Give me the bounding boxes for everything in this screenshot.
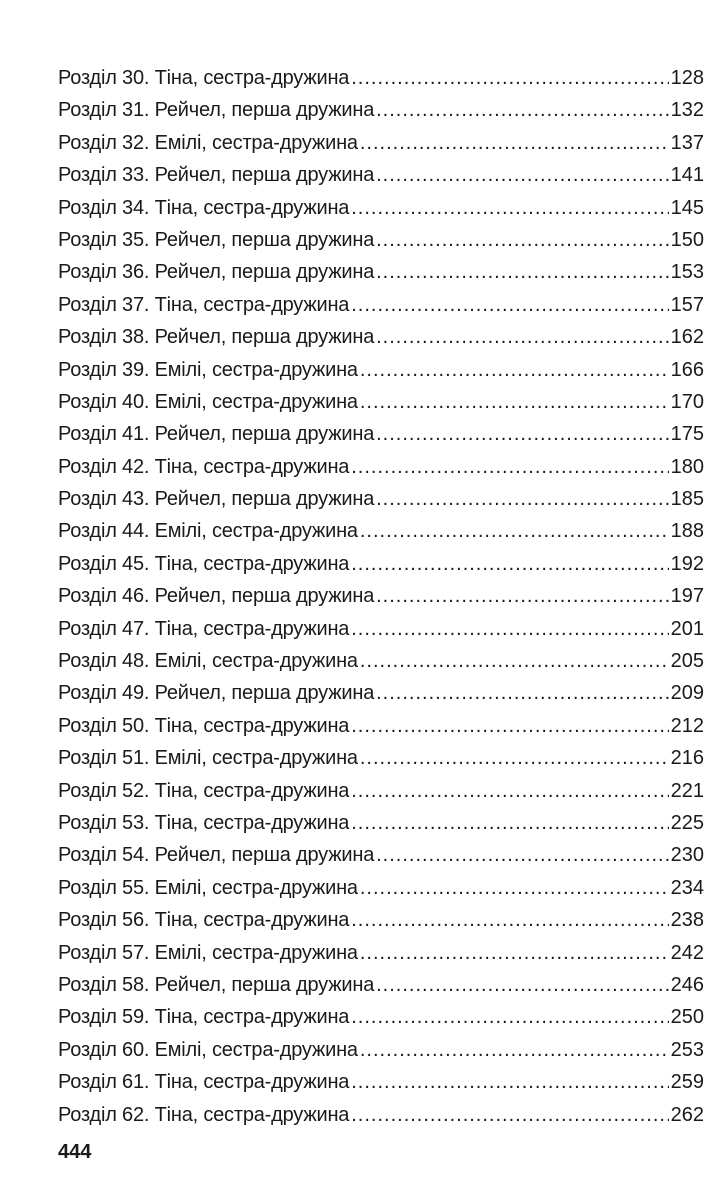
toc-dot-leader (376, 256, 669, 288)
toc-entry-title: Розділ 38. Рейчел, перша дружина (58, 326, 375, 349)
toc-dot-leader (360, 872, 669, 904)
toc-dot-leader (360, 937, 669, 969)
toc-dot-leader (360, 386, 669, 418)
toc-entry-title: Розділ 35. Рейчел, перша дружина (58, 228, 375, 251)
toc-entry-page: 197 (670, 585, 704, 608)
toc-dot-leader (351, 192, 668, 224)
toc-entry (58, 159, 704, 191)
toc-dot-leader (351, 548, 668, 580)
toc-entry-page: 259 (670, 1071, 704, 1094)
toc-entry-page: 145 (670, 196, 704, 219)
toc-entry-title: Розділ 46. Рейчел, перша дружина (58, 585, 375, 608)
toc-entry (58, 354, 704, 386)
toc-entry-page: 153 (670, 261, 704, 284)
toc-entry (58, 613, 704, 645)
toc-dot-leader (351, 775, 668, 807)
toc-entry-page: 246 (670, 973, 704, 996)
toc-entry (58, 127, 704, 159)
toc-dot-leader (376, 839, 669, 871)
toc-entry-page: 250 (670, 1006, 704, 1029)
toc-entry-page: 137 (670, 131, 704, 154)
toc-dot-leader (351, 904, 668, 936)
toc-entry-page: 170 (670, 390, 704, 413)
toc-entry (58, 418, 704, 450)
toc-entry-title: Розділ 58. Рейчел, перша дружина (58, 973, 375, 996)
toc-entry-page: 192 (670, 552, 704, 575)
toc-entry-title: Розділ 55. Емілі, сестра-дружина (58, 876, 358, 899)
toc-entry-title: Розділ 54. Рейчел, перша дружина (58, 844, 375, 867)
toc-dot-leader (376, 321, 669, 353)
toc-entry-page: 205 (670, 650, 704, 673)
toc-entry-title: Розділ 50. Тіна, сестра-дружина (58, 714, 350, 737)
toc-dot-leader (351, 1066, 668, 1098)
toc-entry-title: Розділ 61. Тіна, сестра-дружина (58, 1071, 350, 1094)
toc-dot-leader (376, 969, 669, 1001)
toc-entry-page: 221 (670, 779, 704, 802)
toc-dot-leader (360, 515, 669, 547)
toc-entry (58, 742, 704, 774)
toc-dot-leader (376, 94, 669, 126)
toc-entry (58, 1034, 704, 1066)
toc-entry (58, 94, 704, 126)
toc-entry-title: Розділ 53. Тіна, сестра-дружина (58, 811, 350, 834)
toc-entry-title: Розділ 33. Рейчел, перша дружина (58, 164, 375, 187)
toc-entry-page: 225 (670, 811, 704, 834)
toc-dot-leader (376, 580, 669, 612)
toc-entry (58, 1001, 704, 1033)
toc-entry-page: 175 (670, 423, 704, 446)
toc-entry-title: Розділ 51. Емілі, сестра-дружина (58, 747, 358, 770)
toc-entry-page: 253 (670, 1038, 704, 1061)
toc-entry-title: Розділ 60. Емілі, сестра-дружина (58, 1038, 358, 1061)
toc-dot-leader (351, 807, 668, 839)
toc-entry (58, 872, 704, 904)
toc-entry-page: 262 (670, 1103, 704, 1126)
toc-entry-title: Розділ 42. Тіна, сестра-дружина (58, 455, 350, 478)
toc-entry-title: Розділ 56. Тіна, сестра-дружина (58, 909, 350, 932)
toc-entry-page: 188 (670, 520, 704, 543)
toc-entry-title: Розділ 62. Тіна, сестра-дружина (58, 1103, 350, 1126)
toc-entry-page: 141 (670, 164, 704, 187)
toc-entry (58, 483, 704, 515)
toc-entry-page: 242 (670, 941, 704, 964)
toc-entry (58, 839, 704, 871)
toc-entry-title: Розділ 37. Тіна, сестра-дружина (58, 293, 350, 316)
toc-entry-page: 132 (670, 99, 704, 122)
toc-entry (58, 548, 704, 580)
toc-entry (58, 580, 704, 612)
toc-dot-leader (351, 289, 668, 321)
toc-entry (58, 386, 704, 418)
toc-entry-page: 150 (670, 228, 704, 251)
toc-dot-leader (376, 483, 669, 515)
toc-entry-title: Розділ 49. Рейчел, перша дружина (58, 682, 375, 705)
toc-entry-title: Розділ 47. Тіна, сестра-дружина (58, 617, 350, 640)
toc-entry-page: 234 (670, 876, 704, 899)
toc-dot-leader (376, 159, 669, 191)
toc-entry-page: 162 (670, 326, 704, 349)
toc-entry-page: 157 (670, 293, 704, 316)
toc-dot-leader (351, 1001, 668, 1033)
toc-entry-page: 238 (670, 909, 704, 932)
toc-entry-title: Розділ 41. Рейчел, перша дружина (58, 423, 375, 446)
toc-entry-title: Розділ 36. Рейчел, перша дружина (58, 261, 375, 284)
toc-dot-leader (360, 127, 669, 159)
toc-dot-leader (351, 62, 668, 94)
toc-entry (58, 1099, 704, 1131)
toc-entry-page: 180 (670, 455, 704, 478)
toc-entry (58, 62, 704, 94)
table-of-contents (58, 62, 704, 1131)
toc-entry (58, 937, 704, 969)
toc-entry-page: 212 (670, 714, 704, 737)
toc-dot-leader (360, 742, 669, 774)
toc-entry-page: 230 (670, 844, 704, 867)
toc-dot-leader (351, 451, 668, 483)
toc-entry (58, 969, 704, 1001)
toc-entry-page: 209 (670, 682, 704, 705)
toc-entry-title: Розділ 31. Рейчел, перша дружина (58, 99, 375, 122)
toc-entry (58, 710, 704, 742)
toc-entry-title: Розділ 32. Емілі, сестра-дружина (58, 131, 358, 154)
toc-dot-leader (376, 224, 669, 256)
toc-entry-title: Розділ 34. Тіна, сестра-дружина (58, 196, 350, 219)
toc-entry-title: Розділ 57. Емілі, сестра-дружина (58, 941, 358, 964)
toc-dot-leader (351, 1099, 668, 1131)
toc-entry-page: 128 (670, 67, 704, 89)
toc-entry-title: Розділ 30. Тіна, сестра-дружина (58, 67, 350, 89)
toc-entry (58, 807, 704, 839)
toc-entry (58, 1066, 704, 1098)
toc-entry-title: Розділ 43. Рейчел, перша дружина (58, 488, 375, 511)
toc-entry (58, 256, 704, 288)
toc-dot-leader (360, 645, 669, 677)
toc-entry (58, 289, 704, 321)
toc-entry-title: Розділ 45. Тіна, сестра-дружина (58, 552, 350, 575)
toc-entry-page: 216 (670, 747, 704, 770)
page-number: 444 (58, 1141, 92, 1163)
toc-entry (58, 451, 704, 483)
toc-dot-leader (360, 354, 669, 386)
toc-dot-leader (351, 710, 668, 742)
toc-dot-leader (351, 613, 668, 645)
toc-entry (58, 192, 704, 224)
toc-entry-page: 201 (670, 617, 704, 640)
toc-entry (58, 321, 704, 353)
toc-entry-page: 166 (670, 358, 704, 381)
toc-entry (58, 775, 704, 807)
toc-entry (58, 904, 704, 936)
toc-entry-page: 185 (670, 488, 704, 511)
toc-entry-title: Розділ 52. Тіна, сестра-дружина (58, 779, 350, 802)
toc-entry (58, 515, 704, 547)
toc-entry-title: Розділ 48. Емілі, сестра-дружина (58, 650, 358, 673)
toc-entry (58, 677, 704, 709)
toc-dot-leader (376, 418, 669, 450)
toc-entry-title: Розділ 59. Тіна, сестра-дружина (58, 1006, 350, 1029)
toc-entry-title: Розділ 39. Емілі, сестра-дружина (58, 358, 358, 381)
toc-dot-leader (360, 1034, 669, 1066)
toc-entry-title: Розділ 40. Емілі, сестра-дружина (58, 390, 358, 413)
toc-dot-leader (376, 677, 669, 709)
toc-entry (58, 224, 704, 256)
toc-entry (58, 645, 704, 677)
toc-entry-title: Розділ 44. Емілі, сестра-дружина (58, 520, 358, 543)
